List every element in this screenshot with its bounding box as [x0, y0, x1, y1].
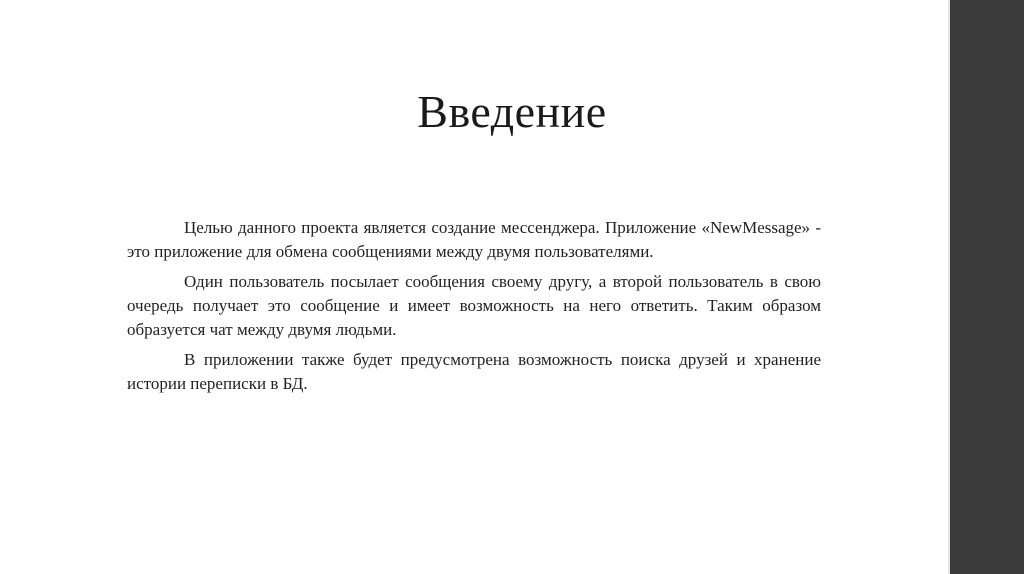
paragraph-features: В приложении также будет предусмотрена возможность поиска друзей и хранение истории переписки в БД.	[127, 350, 821, 393]
paragraph-chat-description: Один пользователь посылает сообщения своему другу, а второй пользователь в свою очередь получает это сообщение и имеет возможность на него ответить. Таким образом образуется чат между двумя людьми.	[127, 272, 821, 339]
slide-body	[127, 216, 821, 402]
paragraph-intro: Целью данного проекта является создание мессенджера. Приложение «NewMessage» - это приложение для обмена сообщениями между двумя пользователями.	[127, 218, 821, 261]
slide-title: Введение	[417, 86, 607, 137]
